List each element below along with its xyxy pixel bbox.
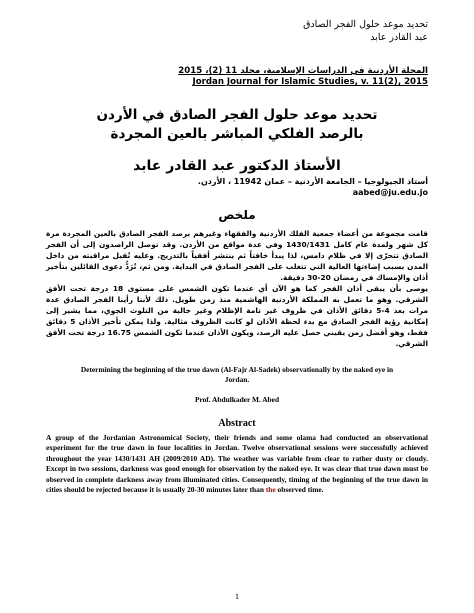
arabic-abstract-paragraph-2: يوصى بأن يبقى أذان الفجر كما هو الآن أي عندما تكون الشمس على مستوى 18 درجة تحت الأفق الشرقي. وهو ما تعمل به المملكة الأردنية الهاشمية منذ زمن طويل. ذلك لأننا رأينا الفجر الصادق عدة مرات بعد 4-5 دقائق الأذان في ظروف غير تامة الإظلام وغير خالية من التلوث الجوي، مما يشير إلى إمكانية رؤية الفجر الصادق مع بدء لحظة الأذان لو كانت الظروف مثالية. ولذا يمكن تأخير الأذان 5 دقائق فقط، وهو أفضل زمن يقيني حصل عليه الرصد، ويكون الأذان عندما تكون الشمس 16.75 درجة تحت الأفق الشرقي. [46, 284, 429, 348]
highlighted-word: the [265, 485, 276, 495]
article-title [46, 106, 428, 144]
english-author: Prof. Abdulkader M. Abed [194, 395, 280, 404]
arabic-abstract-heading: ملخص [218, 208, 256, 222]
journal-citation-arabic: المجلة الأردنية في الدراسات الإسلامية، مجلد 11 (2)، 2015 [178, 66, 428, 76]
journal-citation [46, 66, 428, 88]
english-title: Determining the beginning of the true dawn (Al-Fajr Al-Sadek) observationally by the naked eye in Jordan. [80, 365, 394, 384]
author-name: الأستاذ الدكتور عبد القادر عابد [133, 158, 341, 174]
english-abstract-text: A group of the Jordanian Astronomical Society, their friends and some olama had conducted an observational experiment for the true dawn in four localities in Jordan. Twelve observational sessions were successfully achieved throughout the year 1430/1431 AH (2009/2010 AD). The weather was variable from clear to rather dusty or cloudy. Except in two sessions, darkness was good enough for observation by the naked eye. It was clear that true dawn must be observed in complete darkness away from illuminated cities. Consequently, timing of the beginning of the true dawn in cities should be rejected because it is usually 20-30 minutes later than [46, 433, 428, 495]
page-number: 1 [235, 592, 239, 601]
english-abstract-heading: Abstract [218, 418, 256, 429]
arabic-abstract [46, 228, 428, 349]
article-title-line2: بالرصد الفلكي المباشر بالعين المجردة [110, 126, 364, 142]
running-header [46, 18, 428, 44]
author-email[interactable] [46, 187, 428, 198]
author-affiliation: أستاذ الجيولوجيا – الجامعة الأردنية – عمان 11942 ، الأردن. [197, 177, 428, 186]
email-link[interactable]: aabed@ju.edu.jo [352, 188, 428, 197]
running-header-title: تحديد موعد حلول الفجر الصادق [303, 19, 428, 30]
english-abstract [46, 433, 428, 495]
article-title-line1: تحديد موعد حلول الفجر الصادق في الأردن [96, 107, 378, 123]
running-header-author: عبد القادر عابد [370, 32, 428, 43]
arabic-abstract-paragraph-1: قامت مجموعة من أعضاء جمعية الفلك الأردنية والفقهاء وغيرهم برصد الفجر الصادق بالعين المجردة مرة كل شهر ولمدة عام كامل 1430/1431 وفي عدة مواقع من الأردن. وقد توصل الراصدون إلى أن الفجر الصادق تتحرّى إلا في ظلام دامس، لذا يبدأ خافتاً ثم ينتشر أفقياً بالتدريج. وعليه تُقبل مراقبته من داخل المدن بسبب إضاءتها العالية التي تتغلب على الفجر الصادق في البداية. ومن ثم، تُرَدُّ دعوى القائلين بتأخير أذان والإمساك في رمضان 20-30 دقيقة. [46, 229, 428, 282]
journal-citation-english: Jordan Journal for Islamic Studies, v. 11(2), 2015 [192, 77, 428, 87]
english-abstract-tail: observed time. [275, 485, 324, 495]
